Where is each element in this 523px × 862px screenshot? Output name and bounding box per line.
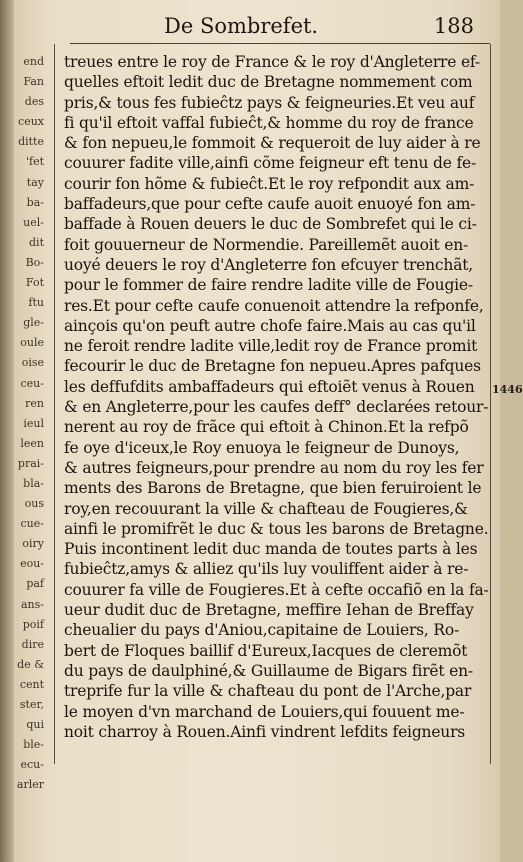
text-line: quelles eftoit ledit duc de Bretagne nommement com: [64, 73, 473, 92]
margin-date-note: 1446: [492, 383, 523, 396]
text-line: ne feroit rendre ladite ville,ledit roy de France promit: [64, 337, 478, 356]
text-line: uoyé deuers le roy d'Angleterre fon efcuyer trenchãt,: [64, 255, 473, 274]
facing-fragment: poif: [22, 617, 44, 631]
book-page: [14, 0, 523, 862]
page-number: 188: [433, 14, 474, 38]
facing-fragment: ba-: [26, 195, 44, 209]
running-title: De Sombrefet.: [164, 14, 319, 38]
running-head: [164, 14, 474, 44]
facing-fragment: gle-: [23, 316, 44, 330]
text-line: & fon nepueu,le fommoit & requeroit de luy aider à re: [64, 134, 481, 153]
text-line: fecourir le duc de Bretagne fon nepueu.Apres pafques: [64, 357, 481, 376]
text-line: ainçois qu'on peuft autre chofe faire.Mais au cas qu'il: [64, 316, 476, 335]
text-line: pris,& tous fes fubieĉtz pays & feigneuries.Et veu auf: [64, 93, 475, 112]
right-margin-rule: [490, 44, 491, 764]
text-line: roy,en recouurant la ville & chafteau de Fougieres,&: [64, 499, 468, 518]
facing-page-fragments: [14, 52, 48, 795]
facing-fragment: dit: [29, 235, 44, 249]
facing-fragment: des: [24, 95, 44, 109]
text-line: ments des Barons de Bretagne, que bien feruiroient le: [64, 479, 482, 498]
text-line: fi qu'il eftoit vaffal fubieĉt,& homme du roy de france: [64, 113, 474, 132]
text-line: foit gouuerneur de Normendie. Pareillemẽt auoit en-: [64, 235, 469, 254]
text-line: cheualier du pays d'Aniou,capitaine de Louiers, Ro-: [64, 621, 460, 640]
facing-fragment: dire: [21, 637, 44, 651]
text-line: ueur dudit duc de Bretagne, meffire Iehan de Breffay: [64, 601, 474, 620]
facing-fragment: 'fet: [25, 155, 44, 169]
facing-fragment: oiry: [22, 537, 44, 551]
text-line: bert de Floques baillif d'Eureux,Iacques de cleremõt: [64, 641, 468, 660]
facing-fragment: ceux: [18, 115, 44, 129]
facing-fragment: ble-: [23, 738, 44, 752]
left-margin-rule: [54, 44, 55, 764]
facing-fragment: de &: [17, 657, 44, 671]
text-line: noit charroy à Rouen.Ainfi vindrent lefdits feigneurs: [64, 722, 466, 741]
text-line: treues entre le roy de France & le roy d'Angleterre ef-: [64, 53, 480, 71]
facing-fragment: ans-: [20, 597, 44, 611]
facing-fragment: oise: [21, 356, 44, 370]
facing-fragment: ecu-: [20, 758, 44, 772]
text-line: pour le fommer de faire rendre ladite ville de Fougie-: [64, 276, 473, 295]
facing-fragment: cent: [19, 677, 44, 691]
text-line: & autres feigneurs,pour prendre au nom du roy les fer: [64, 458, 484, 477]
text-line: ainfi le promifrẽt le duc & tous les barons de Bretagne.: [64, 519, 489, 538]
text-line: treprife fur la ville & chafteau du pont de l'Arche,par: [64, 682, 472, 701]
facing-fragment: ster,: [19, 698, 44, 711]
text-line: du pays de daulphiné,& Guillaume de Bigars firẽt en-: [64, 661, 473, 680]
text-line: baffade à Rouen deuers le duc de Sombrefet qui le ci-: [64, 215, 477, 234]
text-line: baffadeurs,que pour cefte caufe auoit enuoyé fon am-: [64, 195, 476, 214]
facing-fragment: oule: [20, 336, 44, 350]
book-gutter: [0, 0, 14, 862]
facing-fragment: tay: [26, 175, 44, 189]
text-line: le moyen d'vn marchand de Louiers,qui fouuent me-: [64, 702, 465, 721]
facing-fragment: ditte: [18, 135, 44, 149]
text-line: courir fon hõme & fubieĉt.Et le roy refpondit aux am-: [64, 174, 475, 193]
facing-fragment: ceu-: [20, 376, 44, 390]
facing-fragment: Fot: [25, 276, 44, 290]
facing-fragment: cue-: [20, 517, 44, 531]
facing-fragment: eou-: [20, 557, 44, 571]
text-line: Puis incontinent ledit duc manda de toutes parts à les: [64, 540, 478, 559]
facing-fragment: ftu: [28, 296, 44, 310]
facing-fragment: Bo-: [25, 255, 44, 269]
body-text: [64, 52, 489, 742]
text-line: & en Angleterre,pour les caufes deff° declarées retour-: [64, 398, 489, 417]
facing-fragment: ren: [25, 396, 44, 410]
facing-fragment: bla-: [23, 476, 44, 490]
header-rule: [70, 43, 490, 44]
facing-fragment: leen: [20, 436, 44, 450]
text-line: fubieĉtz,amys & alliez qu'ils luy vouliffent aider à re-: [64, 560, 469, 579]
text-line: couurer fadite ville,ainfi cõme feigneur eft tenu de fe-: [64, 154, 477, 173]
text-line: les deffufdits ambaffadeurs qui eftoiẽt venus à Rouen: [64, 377, 475, 396]
facing-fragment: arler: [16, 778, 44, 792]
facing-fragment: prai-: [17, 456, 44, 470]
facing-fragment: Fan: [23, 75, 44, 89]
facing-fragment: ieul: [23, 416, 44, 430]
facing-fragment: qui: [26, 718, 44, 732]
facing-fragment: ous: [24, 497, 44, 511]
text-line: res.Et pour cefte caufe conuenoit attendre la refponfe,: [64, 296, 484, 315]
facing-fragment: paf: [26, 577, 44, 591]
facing-fragment: end: [23, 55, 44, 68]
text-line: couurer fa ville de Fougieres.Et à cefte occafiõ en la fa-: [64, 580, 489, 599]
text-line: fe oye d'iceux,le Roy enuoya le feigneur de Dunoys,: [64, 438, 460, 457]
text-line: nerent au roy de frãce qui eftoit à Chinon.Et la refpõ: [64, 418, 469, 437]
facing-fragment: uel-: [23, 215, 44, 229]
